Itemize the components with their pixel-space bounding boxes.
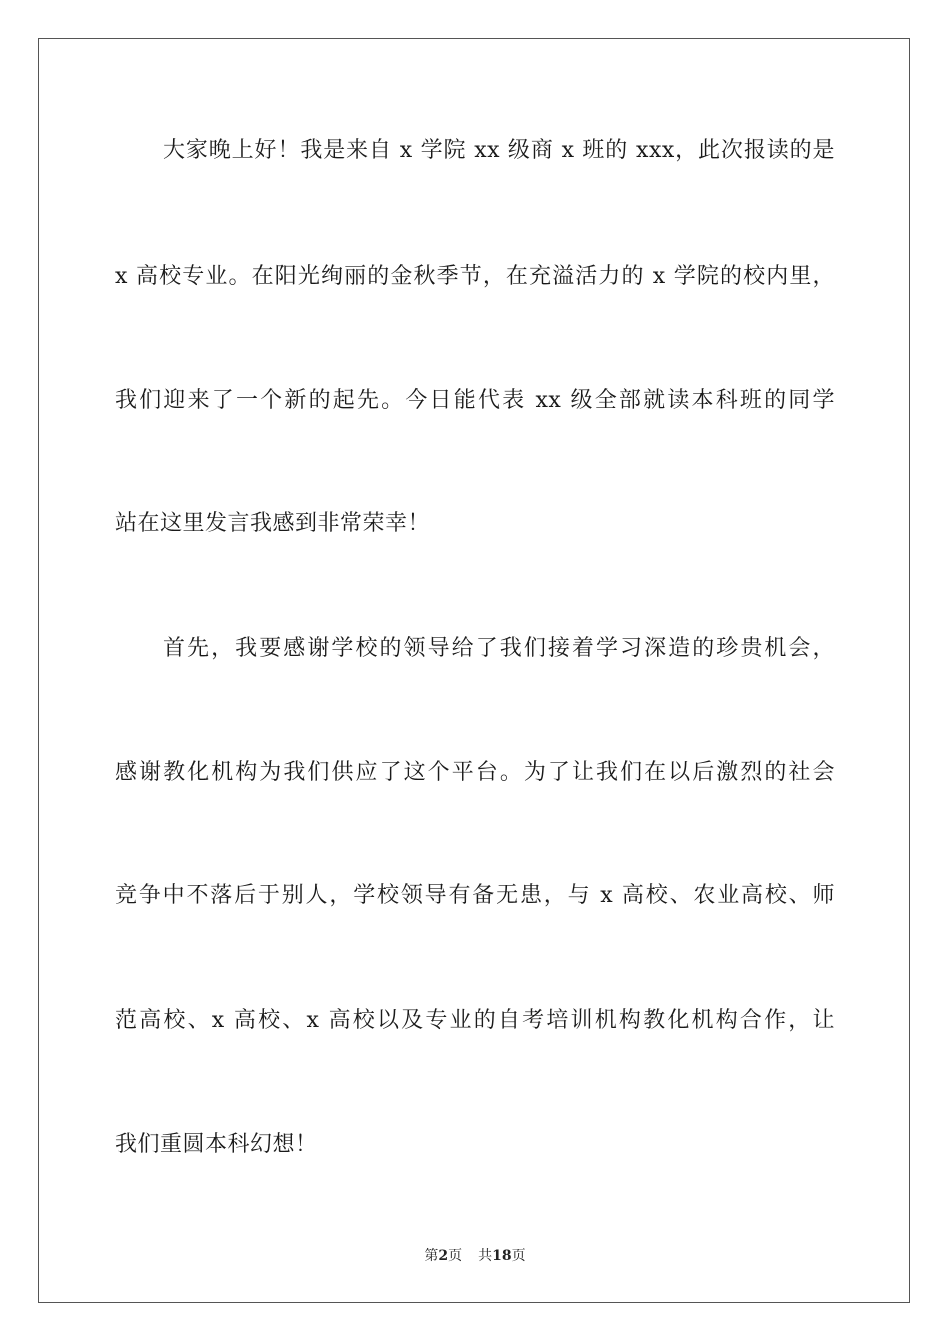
page-footer <box>0 1246 950 1266</box>
paragraph-2-line-5: 我们重圆本科幻想！ <box>115 1132 318 1157</box>
paragraph-1-line-2: x 高校专业。在阳光绚丽的金秋季节，在充溢活力的 x 学院的校内里， <box>115 264 835 289</box>
paragraph-2-line-4: 范高校、x 高校、x 高校以及专业的自考培训机构教化机构合作，让 <box>115 1008 835 1033</box>
total-pages: 18 <box>492 1248 512 1264</box>
paragraph-2-line-1: 首先，我要感谢学校的领导给了我们接着学习深造的珍贵机会， <box>163 636 835 661</box>
paragraph-1-line-3: 我们迎来了一个新的起先。今日能代表 xx 级全部就读本科班的同学 <box>115 388 835 413</box>
page-suffix: 页 <box>448 1248 463 1264</box>
total-suffix: 页 <box>511 1248 526 1264</box>
page-prefix: 第 <box>424 1248 439 1264</box>
paragraph-1-line-4: 站在这里发言我感到非常荣幸！ <box>115 511 431 536</box>
paragraph-2-line-2: 感谢教化机构为我们供应了这个平台。为了让我们在以后激烈的社会 <box>115 760 835 785</box>
total-prefix: 共 <box>478 1248 493 1264</box>
paragraph-2-line-3: 竞争中不落后于别人，学校领导有备无患，与 x 高校、农业高校、师 <box>115 883 835 908</box>
page-border <box>38 38 910 1303</box>
page-number: 2 <box>438 1248 449 1264</box>
paragraph-1-line-1: 大家晚上好！我是来自 x 学院 xx 级商 x 班的 xxx，此次报读的是 <box>163 138 835 163</box>
